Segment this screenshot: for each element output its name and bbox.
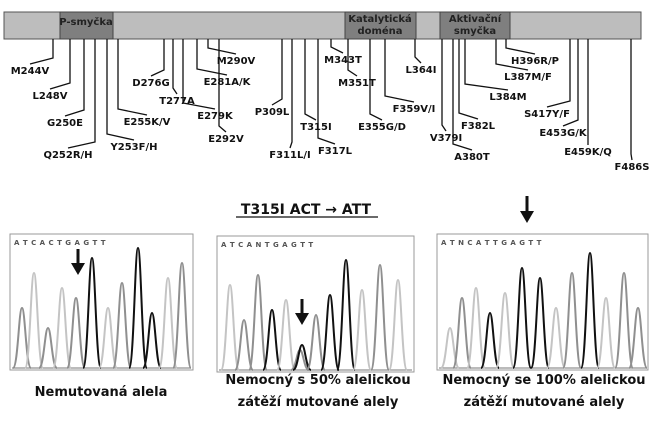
mutation-pointer-line: [290, 39, 292, 148]
catalytic-domain-label-line2: doména: [357, 26, 403, 37]
mutation-label: M244V: [10, 66, 50, 77]
mutation-label: H396R/P: [511, 56, 559, 67]
mutation-label: M290V: [216, 56, 256, 67]
sequence-readout: A T N C A T T G A G T T: [441, 239, 542, 247]
mutation-label: G250E: [47, 118, 83, 129]
mutation-label: F486S: [614, 162, 650, 173]
mutation-pointer-line: [631, 39, 632, 160]
mutation-label: E279K: [197, 111, 233, 122]
mutation-label: Y253F/H: [110, 142, 158, 153]
chromatogram-panel-50-percent: [217, 236, 414, 410]
mutation-label: E459K/Q: [564, 147, 612, 158]
mutation-pointer-line: [118, 39, 147, 115]
mutation-pointer-line: [68, 39, 95, 148]
p-loop-label: P-smyčka: [59, 17, 113, 28]
mutation-label: F359V/I: [392, 104, 436, 115]
panel-caption: Nemutovaná alela: [34, 385, 168, 400]
mutation-label: V379I: [429, 133, 463, 144]
mutation-label: L364I: [405, 65, 437, 76]
mutation-label: S417Y/F: [524, 109, 570, 120]
mutation-title: T315I ACT → ATT: [240, 202, 372, 218]
mutation-label: E281A/K: [203, 77, 251, 88]
chromatogram-panel-normal: [10, 234, 193, 400]
mutation-label: E453G/K: [539, 128, 587, 139]
activation-loop-label-line1: Aktivační: [448, 14, 502, 25]
mutation-label: F382L: [460, 121, 496, 132]
panel-caption-line1: Nemocný s 50% alelickou: [225, 373, 411, 388]
panel-caption-line1: Nemocný se 100% alelickou: [442, 373, 646, 388]
kinase-domain-bar: [4, 12, 641, 39]
mutation-label: D276G: [132, 78, 170, 89]
mutation-label: M343T: [324, 55, 362, 66]
sequence-readout: A T C A N T G A G T T: [221, 241, 314, 249]
mutation-pointer-line: [272, 39, 282, 105]
mutation-pointer-line: [151, 39, 164, 76]
arrow-down-icon: [520, 196, 534, 223]
mutation-pointer-line: [305, 39, 316, 120]
mutation-pointer-line: [208, 39, 236, 54]
mutation-label: T277A: [159, 96, 195, 107]
mutation-pointer-line: [30, 39, 53, 64]
mutation-label: Q252R/H: [43, 150, 93, 161]
mutation-pointer-line: [459, 39, 478, 119]
mutation-label: L384M: [489, 92, 527, 103]
mutation-pointer-line: [415, 39, 421, 63]
mutation-label: F311L/I: [269, 150, 311, 161]
chromatogram-frame: [217, 236, 414, 372]
mutation-label: F317L: [317, 146, 353, 157]
mutation-pointer-line: [331, 39, 343, 53]
panel-caption-line2: zátěží mutované alely: [237, 395, 399, 410]
mutation-label: E292V: [208, 134, 244, 145]
activation-loop-label-line2: smyčka: [453, 26, 497, 37]
mutation-label: M351T: [338, 78, 376, 89]
mutation-pointer-line: [65, 39, 84, 116]
panel-caption-line2: zátěží mutované alely: [463, 395, 625, 410]
mutation-pointer-line: [442, 39, 446, 131]
mutation-label: T315I: [300, 122, 332, 133]
sequence-readout: A T C A C T G A G T T: [14, 239, 106, 247]
mutation-label: P309L: [254, 107, 290, 118]
mutation-pointer-line: [506, 39, 535, 54]
catalytic-domain-label-line1: Katalytická: [348, 14, 412, 25]
mutation-pointer-line: [173, 39, 177, 94]
mutation-label: E255K/V: [123, 117, 171, 128]
mutation-label: L248V: [32, 91, 68, 102]
chromatogram-panel-100-percent: [437, 234, 648, 410]
mutation-label: A380T: [454, 152, 490, 163]
mutation-label: L387M/F: [504, 72, 552, 83]
mutation-label: E355G/D: [358, 122, 406, 133]
mutation-labels: [11, 39, 650, 173]
